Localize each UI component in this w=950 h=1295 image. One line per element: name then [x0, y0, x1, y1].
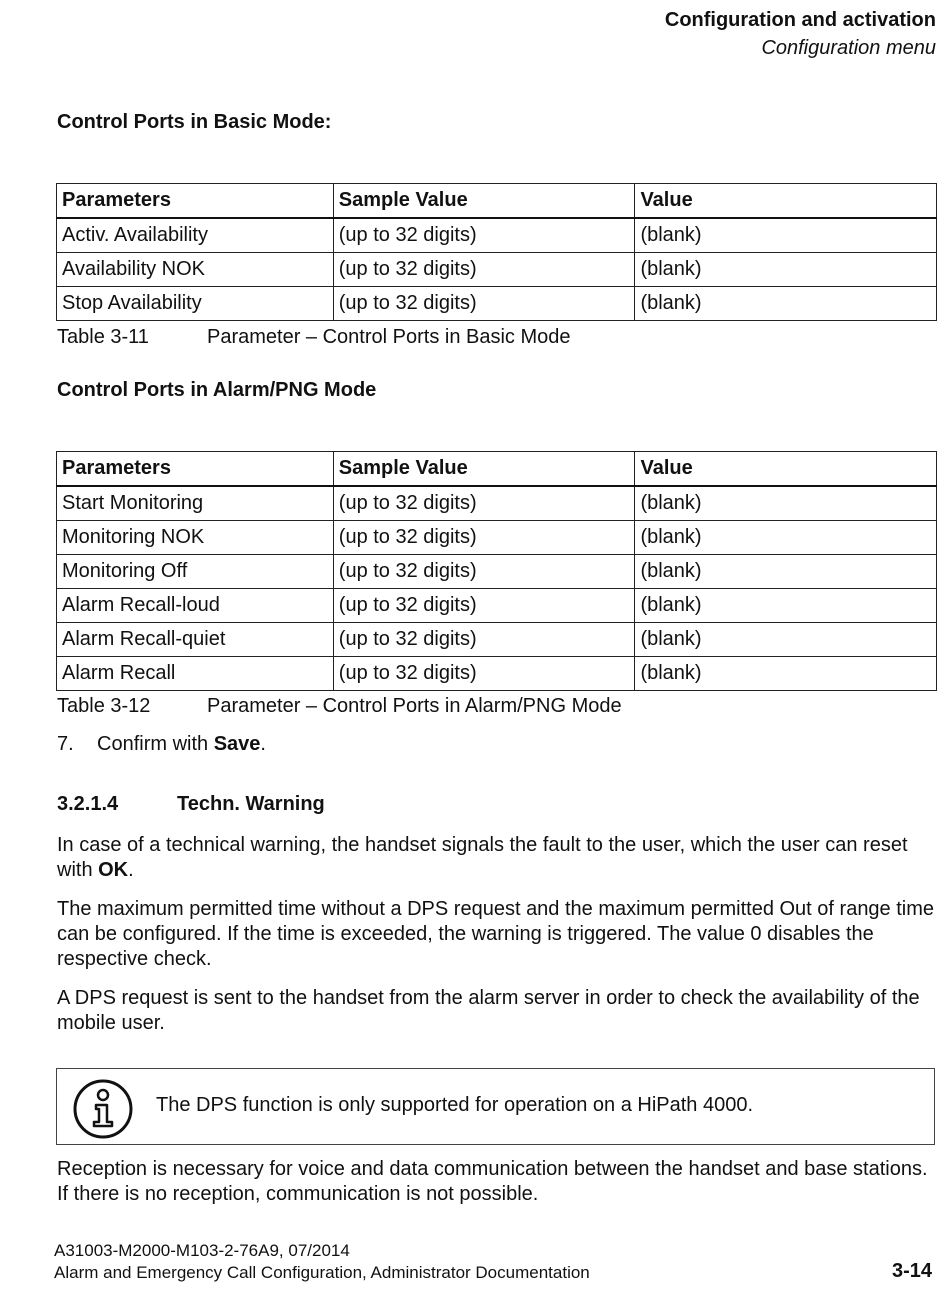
caption-number: Table 3-12: [57, 695, 151, 717]
step-text: Confirm with: [97, 733, 214, 755]
table-cell: Alarm Recall-loud: [57, 589, 334, 623]
chapter-title: Configuration and activation: [664, 9, 936, 31]
table-cell: Monitoring NOK: [57, 521, 334, 555]
alarm-mode-table: [56, 451, 937, 691]
table-row: [57, 521, 937, 555]
caption-number: Table 3-11: [57, 326, 149, 348]
table-cell: (up to 32 digits): [333, 486, 635, 521]
footer-doc-title: Alarm and Emergency Call Configuration, Administrator Documentation: [54, 1263, 590, 1282]
caption-text: Parameter – Control Ports in Basic Mode: [207, 326, 571, 348]
table-row: [57, 486, 937, 521]
table-cell: (blank): [635, 253, 937, 287]
table-cell: (blank): [635, 555, 937, 589]
table-cell: (up to 32 digits): [333, 253, 635, 287]
table-cell: Alarm Recall: [57, 657, 334, 691]
table-cell: (blank): [635, 623, 937, 657]
table-cell: Activ. Availability: [57, 218, 334, 253]
table-cell: (blank): [635, 218, 937, 253]
section-subtitle: Configuration menu: [761, 37, 936, 59]
table-row: [57, 555, 937, 589]
section-title: Techn. Warning: [177, 793, 325, 815]
basic-mode-heading: Control Ports in Basic Mode:: [57, 111, 332, 133]
table-cell: Stop Availability: [57, 287, 334, 321]
table-header-row: [57, 452, 937, 487]
paragraph-keyword: OK: [98, 859, 129, 881]
note-box: [56, 1068, 935, 1145]
table-row: [57, 218, 937, 253]
table-cell: (up to 32 digits): [333, 218, 635, 253]
column-header: Value: [635, 452, 937, 487]
table-cell: (up to 32 digits): [333, 287, 635, 321]
table-cell: (up to 32 digits): [333, 555, 635, 589]
table-header-row: [57, 184, 937, 219]
paragraph-text: In case of a technical warning, the handset signals the fault to the user, which the user can reset with: [57, 834, 908, 881]
table-cell: (up to 32 digits): [333, 521, 635, 555]
table-cell: (up to 32 digits): [333, 657, 635, 691]
table-cell: (blank): [635, 287, 937, 321]
paragraph: Reception is necessary for voice and data communication between the handset and base stations. If there is no reception, communication is not possible.: [57, 1158, 928, 1205]
page-number: 3-14: [891, 1260, 932, 1282]
section-heading: [57, 793, 325, 816]
table-caption: [57, 695, 622, 718]
note-text: The DPS function is only supported for operation on a HiPath 4000.: [156, 1094, 754, 1116]
table-cell: Availability NOK: [57, 253, 334, 287]
procedure-step: [57, 733, 266, 756]
paragraph-end: .: [128, 859, 134, 881]
table-row: [57, 623, 937, 657]
column-header: Parameters: [57, 452, 334, 487]
table-row: [57, 287, 937, 321]
step-number: 7.: [57, 733, 74, 755]
table-cell: (blank): [635, 657, 937, 691]
paragraph: The maximum permitted time without a DPS request and the maximum permitted Out of range time can be configured. If the time is exceeded, the warning is triggered. The value 0 disables the respective check.: [57, 898, 935, 970]
column-header: Sample Value: [333, 184, 635, 219]
caption-text: Parameter – Control Ports in Alarm/PNG Mode: [207, 695, 622, 717]
table-row: [57, 253, 937, 287]
table-cell: (blank): [635, 521, 937, 555]
paragraph: [57, 833, 937, 883]
paragraph: A DPS request is sent to the handset from the alarm server in order to check the availability of the mobile user.: [57, 987, 920, 1034]
step-keyword: Save: [213, 733, 261, 755]
footer-doc-number: A31003-M2000-M103-2-76A9, 07/2014: [54, 1241, 350, 1260]
table-cell: (up to 32 digits): [333, 589, 635, 623]
column-header: Value: [635, 184, 937, 219]
table-cell: (blank): [635, 486, 937, 521]
table-row: [57, 589, 937, 623]
table-cell: Start Monitoring: [57, 486, 334, 521]
column-header: Parameters: [57, 184, 334, 219]
table-cell: (up to 32 digits): [333, 623, 635, 657]
step-end: .: [260, 733, 266, 755]
alarm-mode-heading: Control Ports in Alarm/PNG Mode: [57, 379, 377, 401]
section-number: 3.2.1.4: [57, 793, 119, 815]
basic-mode-table: [56, 183, 937, 321]
table-row: [57, 657, 937, 691]
info-icon: [72, 1078, 134, 1140]
table-caption: [57, 326, 571, 349]
table-cell: Monitoring Off: [57, 555, 334, 589]
table-cell: (blank): [635, 589, 937, 623]
table-cell: Alarm Recall-quiet: [57, 623, 334, 657]
column-header: Sample Value: [333, 452, 635, 487]
